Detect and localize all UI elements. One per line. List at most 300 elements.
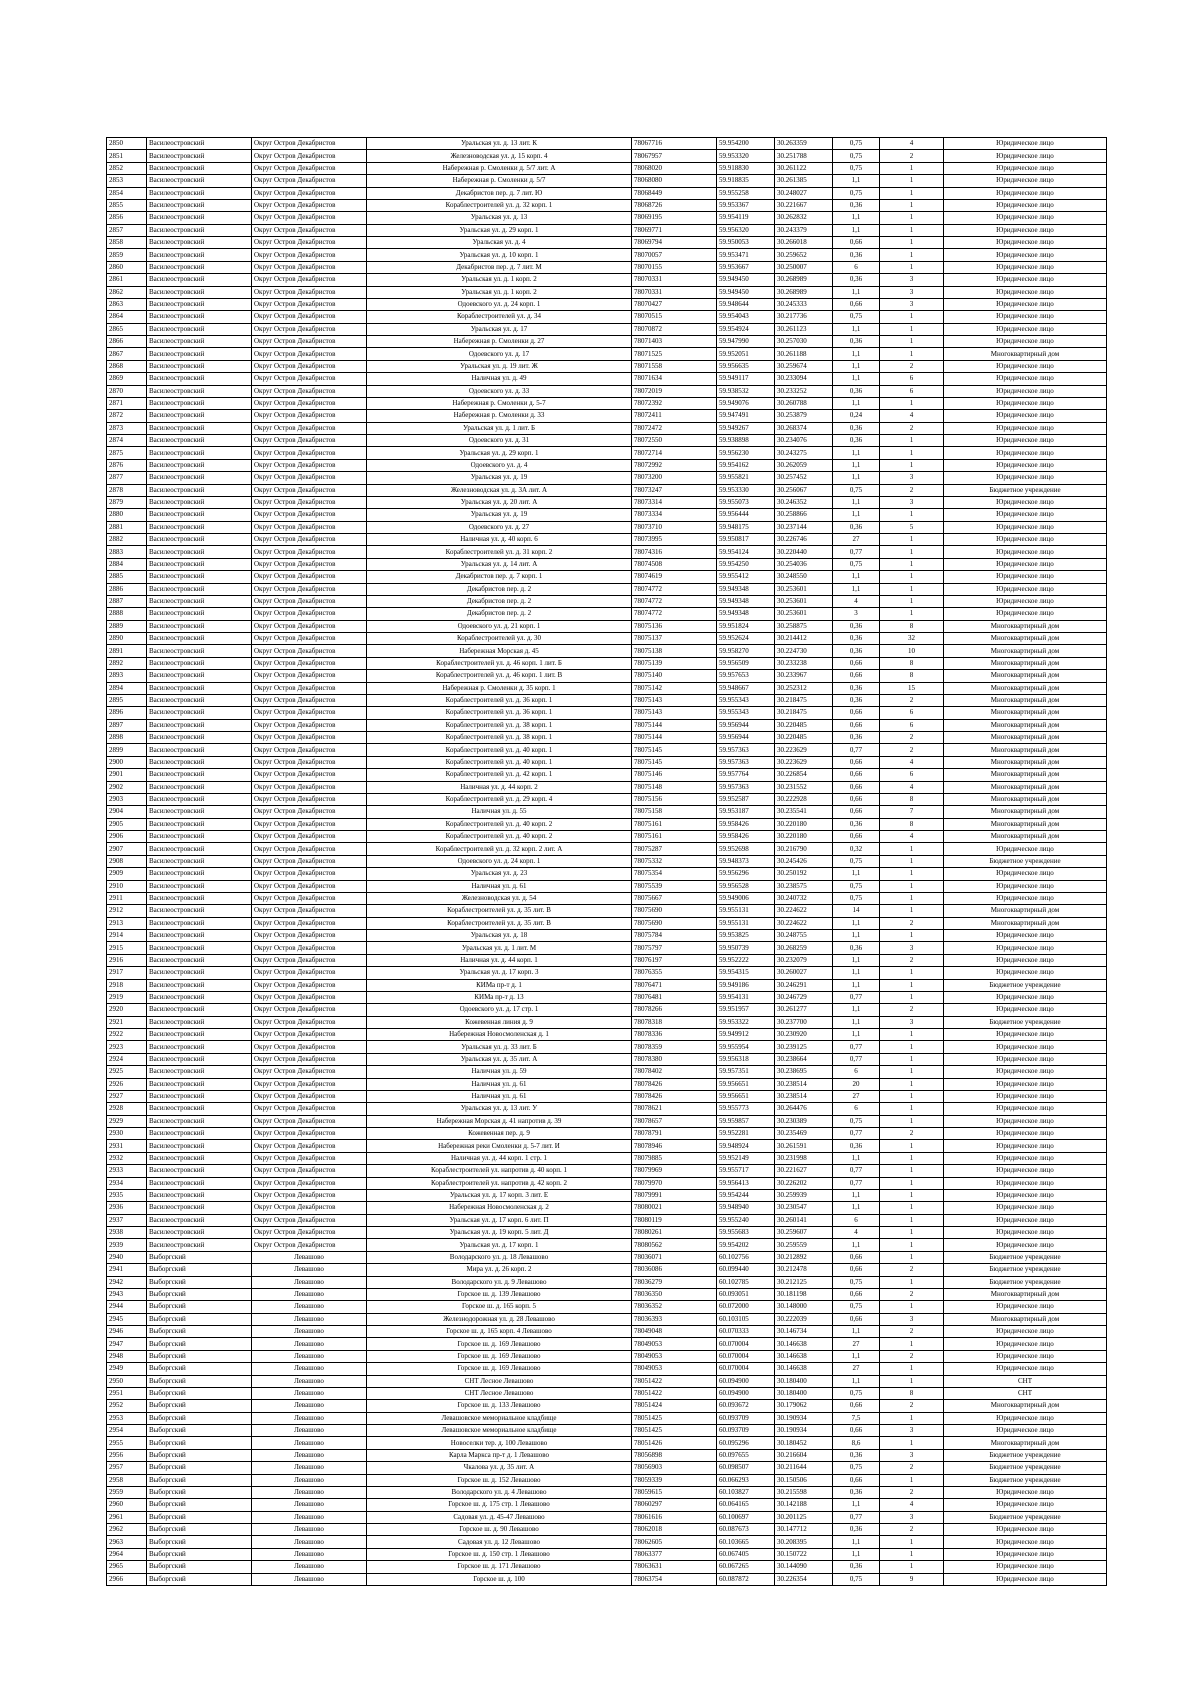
volume-cell: 0,32 — [833, 843, 880, 855]
district-cell: Выборгский — [147, 1276, 252, 1288]
table-row — [107, 1090, 1107, 1102]
table-row — [107, 571, 1107, 583]
longitude-cell: 30.179062 — [775, 1400, 833, 1412]
owner-type-cell: Юридическое лицо — [944, 138, 1107, 150]
district-cell: Василеостровский — [147, 1239, 252, 1251]
latitude-cell: 60.098507 — [717, 1462, 775, 1474]
municipality-cell: Левашово — [252, 1573, 367, 1585]
count-cell: 2 — [880, 954, 944, 966]
owner-type-cell: Многоквартирный дом — [944, 831, 1107, 843]
district-cell: Василеостровский — [147, 979, 252, 991]
owner-type-cell: Юридическое лицо — [944, 1103, 1107, 1115]
owner-type-cell: Многоквартирный дом — [944, 707, 1107, 719]
count-cell: 8 — [880, 1387, 944, 1399]
row-number: 2917 — [107, 967, 147, 979]
longitude-cell: 30.238575 — [775, 880, 833, 892]
count-cell: 1 — [880, 237, 944, 249]
table-row — [107, 1363, 1107, 1375]
row-number: 2870 — [107, 385, 147, 397]
row-number: 2951 — [107, 1387, 147, 1399]
count-cell: 1 — [880, 595, 944, 607]
row-number: 2873 — [107, 422, 147, 434]
municipality-cell: Округ Остров Декабристов — [252, 1128, 367, 1140]
district-cell: Василеостровский — [147, 831, 252, 843]
owner-type-cell: Юридическое лицо — [944, 1326, 1107, 1338]
owner-type-cell: Многоквартирный дом — [944, 1400, 1107, 1412]
longitude-cell: 30.257452 — [775, 472, 833, 484]
count-cell: 1 — [880, 1227, 944, 1239]
count-cell: 1 — [880, 608, 944, 620]
district-cell: Василеостровский — [147, 769, 252, 781]
longitude-cell: 30.258875 — [775, 620, 833, 632]
volume-cell: 0,75 — [833, 138, 880, 150]
latitude-cell: 59.949348 — [717, 595, 775, 607]
district-cell: Василеостровский — [147, 484, 252, 496]
address-cell: Уральская ул. д. 17 корп. 3 — [367, 967, 632, 979]
longitude-cell: 30.258866 — [775, 509, 833, 521]
latitude-cell: 59.956444 — [717, 509, 775, 521]
municipality-cell: Округ Остров Декабристов — [252, 224, 367, 236]
latitude-cell: 59.955131 — [717, 905, 775, 917]
object-id-cell: 78070872 — [632, 323, 717, 335]
object-id-cell: 78068449 — [632, 187, 717, 199]
row-number: 2918 — [107, 979, 147, 991]
latitude-cell: 59.954043 — [717, 311, 775, 323]
count-cell: 4 — [880, 756, 944, 768]
latitude-cell: 59.918830 — [717, 162, 775, 174]
row-number: 2899 — [107, 744, 147, 756]
address-cell: Набережная р. Смоленки д. 27 — [367, 336, 632, 348]
municipality-cell: Округ Остров Декабристов — [252, 422, 367, 434]
table-row — [107, 1486, 1107, 1498]
latitude-cell: 59.954315 — [717, 967, 775, 979]
table-row — [107, 261, 1107, 273]
row-number: 2861 — [107, 274, 147, 286]
address-cell: Кораблестроителей ул. д. 46 корп. 1 лит. В — [367, 670, 632, 682]
owner-type-cell: Юридическое лицо — [944, 1573, 1107, 1585]
count-cell: 1 — [880, 558, 944, 570]
municipality-cell: Округ Остров Декабристов — [252, 1029, 367, 1041]
municipality-cell: Округ Остров Декабристов — [252, 162, 367, 174]
longitude-cell: 30.268989 — [775, 286, 833, 298]
owner-type-cell: Юридическое лицо — [944, 1029, 1107, 1041]
object-id-cell: 78036350 — [632, 1288, 717, 1300]
table-row — [107, 991, 1107, 1003]
district-cell: Василеостровский — [147, 917, 252, 929]
volume-cell: 0,77 — [833, 1128, 880, 1140]
object-id-cell: 78075143 — [632, 707, 717, 719]
district-cell: Выборгский — [147, 1548, 252, 1560]
object-id-cell: 78076355 — [632, 967, 717, 979]
latitude-cell: 59.948924 — [717, 1140, 775, 1152]
row-number: 2935 — [107, 1189, 147, 1201]
volume-cell: 0,36 — [833, 732, 880, 744]
municipality-cell: Округ Остров Декабристов — [252, 558, 367, 570]
municipality-cell: Левашово — [252, 1350, 367, 1362]
latitude-cell: 60.093672 — [717, 1400, 775, 1412]
owner-type-cell: Юридическое лицо — [944, 1561, 1107, 1573]
table-row — [107, 583, 1107, 595]
address-cell: Кораблестроителей ул. д. 32 корп. 2 лит. А — [367, 843, 632, 855]
owner-type-cell: Юридическое лицо — [944, 385, 1107, 397]
object-id-cell: 78078791 — [632, 1128, 717, 1140]
count-cell: 1 — [880, 546, 944, 558]
address-cell: КИМа пр-т д. 13 — [367, 991, 632, 1003]
address-cell: Кораблестроителей ул. д. 40 корп. 2 — [367, 831, 632, 843]
municipality-cell: Округ Остров Декабристов — [252, 633, 367, 645]
row-number: 2894 — [107, 682, 147, 694]
municipality-cell: Округ Остров Декабристов — [252, 1239, 367, 1251]
row-number: 2924 — [107, 1053, 147, 1065]
object-id-cell: 78051422 — [632, 1375, 717, 1387]
latitude-cell: 60.064165 — [717, 1499, 775, 1511]
owner-type-cell: Юридическое лицо — [944, 199, 1107, 211]
municipality-cell: Округ Остров Декабристов — [252, 534, 367, 546]
count-cell: 1 — [880, 397, 944, 409]
municipality-cell: Левашово — [252, 1276, 367, 1288]
latitude-cell: 59.948644 — [717, 298, 775, 310]
municipality-cell: Округ Остров Декабристов — [252, 954, 367, 966]
volume-cell: 0,75 — [833, 1462, 880, 1474]
address-cell: Горское ш. д. 171 Левашово — [367, 1561, 632, 1573]
object-id-cell: 78075161 — [632, 831, 717, 843]
district-cell: Василеостровский — [147, 818, 252, 830]
address-cell: Кораблестроителей ул. напротив д. 40 корп. 1 — [367, 1165, 632, 1177]
owner-type-cell: Многоквартирный дом — [944, 694, 1107, 706]
district-cell: Василеостровский — [147, 732, 252, 744]
row-number: 2901 — [107, 769, 147, 781]
owner-type-cell: Юридическое лицо — [944, 1524, 1107, 1536]
count-cell: 4 — [880, 410, 944, 422]
municipality-cell: Округ Остров Декабристов — [252, 719, 367, 731]
longitude-cell: 30.220485 — [775, 719, 833, 731]
municipality-cell: Округ Остров Декабристов — [252, 991, 367, 1003]
address-cell: Уральская ул. д. 14 лит. А — [367, 558, 632, 570]
district-cell: Василеостровский — [147, 905, 252, 917]
latitude-cell: 59.956944 — [717, 732, 775, 744]
volume-cell: 0,75 — [833, 311, 880, 323]
volume-cell: 8,6 — [833, 1437, 880, 1449]
table-row — [107, 744, 1107, 756]
owner-type-cell: Многоквартирный дом — [944, 1288, 1107, 1300]
municipality-cell: Левашово — [252, 1326, 367, 1338]
longitude-cell: 30.211644 — [775, 1462, 833, 1474]
object-id-cell: 78073314 — [632, 496, 717, 508]
longitude-cell: 30.252312 — [775, 682, 833, 694]
table-row — [107, 373, 1107, 385]
count-cell: 1 — [880, 843, 944, 855]
volume-cell: 0,36 — [833, 620, 880, 632]
table-row — [107, 930, 1107, 942]
count-cell: 1 — [880, 1041, 944, 1053]
volume-cell: 1,1 — [833, 1375, 880, 1387]
object-id-cell: 78072392 — [632, 397, 717, 409]
longitude-cell: 30.218475 — [775, 694, 833, 706]
volume-cell: 0,77 — [833, 546, 880, 558]
longitude-cell: 30.180452 — [775, 1437, 833, 1449]
count-cell: 1 — [880, 1239, 944, 1251]
municipality-cell: Округ Остров Декабристов — [252, 521, 367, 533]
longitude-cell: 30.259607 — [775, 1227, 833, 1239]
object-id-cell: 78075142 — [632, 682, 717, 694]
object-id-cell: 78078621 — [632, 1103, 717, 1115]
volume-cell: 1,1 — [833, 583, 880, 595]
latitude-cell: 60.103105 — [717, 1313, 775, 1325]
longitude-cell: 30.224622 — [775, 917, 833, 929]
count-cell: 1 — [880, 905, 944, 917]
table-row — [107, 1511, 1107, 1523]
longitude-cell: 30.263359 — [775, 138, 833, 150]
district-cell: Василеостровский — [147, 162, 252, 174]
latitude-cell: 59.953471 — [717, 249, 775, 261]
address-cell: Набережная Морская д. 41 напротив д. 39 — [367, 1115, 632, 1127]
longitude-cell: 30.190934 — [775, 1412, 833, 1424]
owner-type-cell: Юридическое лицо — [944, 397, 1107, 409]
address-cell: Железноводская ул. д. 15 корп. 4 — [367, 150, 632, 162]
table-row — [107, 1103, 1107, 1115]
address-cell: Уральская ул. д. 29 корп. 1 — [367, 447, 632, 459]
municipality-cell: Левашово — [252, 1264, 367, 1276]
address-cell: Кораблестроителей ул. д. 32 корп. 1 — [367, 199, 632, 211]
district-cell: Василеостровский — [147, 1103, 252, 1115]
municipality-cell: Округ Остров Декабристов — [252, 212, 367, 224]
volume-cell: 1,1 — [833, 447, 880, 459]
latitude-cell: 60.067265 — [717, 1561, 775, 1573]
municipality-cell: Округ Остров Декабристов — [252, 261, 367, 273]
table-row — [107, 422, 1107, 434]
volume-cell: 0,77 — [833, 1041, 880, 1053]
address-cell: Уральская ул. д. 1 лит. Б — [367, 422, 632, 434]
latitude-cell: 59.956528 — [717, 880, 775, 892]
volume-cell: 0,66 — [833, 1313, 880, 1325]
volume-cell: 1,1 — [833, 1189, 880, 1201]
table-row — [107, 1288, 1107, 1300]
object-id-cell: 78075539 — [632, 880, 717, 892]
object-id-cell: 78075161 — [632, 818, 717, 830]
count-cell: 8 — [880, 670, 944, 682]
count-cell: 3 — [880, 942, 944, 954]
table-row — [107, 905, 1107, 917]
district-cell: Василеостровский — [147, 1152, 252, 1164]
owner-type-cell: Юридическое лицо — [944, 558, 1107, 570]
address-cell: Кожевенная линия д. 9 — [367, 1016, 632, 1028]
owner-type-cell: Юридическое лицо — [944, 534, 1107, 546]
table-row — [107, 707, 1107, 719]
longitude-cell: 30.150722 — [775, 1548, 833, 1560]
volume-cell: 4 — [833, 595, 880, 607]
count-cell: 10 — [880, 645, 944, 657]
longitude-cell: 30.222928 — [775, 793, 833, 805]
table-row — [107, 657, 1107, 669]
owner-type-cell: Многоквартирный дом — [944, 769, 1107, 781]
district-cell: Василеостровский — [147, 756, 252, 768]
owner-type-cell: Многоквартирный дом — [944, 645, 1107, 657]
object-id-cell: 78059339 — [632, 1474, 717, 1486]
table-row — [107, 843, 1107, 855]
volume-cell: 0,36 — [833, 942, 880, 954]
municipality-cell: Округ Остров Декабристов — [252, 868, 367, 880]
count-cell: 2 — [880, 1326, 944, 1338]
object-id-cell: 78074316 — [632, 546, 717, 558]
owner-type-cell: Юридическое лицо — [944, 892, 1107, 904]
count-cell: 1 — [880, 1189, 944, 1201]
municipality-cell: Округ Остров Декабристов — [252, 274, 367, 286]
table-row — [107, 360, 1107, 372]
municipality-cell: Левашово — [252, 1524, 367, 1536]
object-id-cell: 78080562 — [632, 1239, 717, 1251]
object-id-cell: 78063631 — [632, 1561, 717, 1573]
district-cell: Василеостровский — [147, 1004, 252, 1016]
object-id-cell: 78078402 — [632, 1066, 717, 1078]
owner-type-cell: Юридическое лицо — [944, 880, 1107, 892]
longitude-cell: 30.260027 — [775, 967, 833, 979]
owner-type-cell: Многоквартирный дом — [944, 657, 1107, 669]
longitude-cell: 30.237144 — [775, 521, 833, 533]
volume-cell: 1,1 — [833, 954, 880, 966]
longitude-cell: 30.208395 — [775, 1536, 833, 1548]
district-cell: Василеостровский — [147, 571, 252, 583]
table-row — [107, 818, 1107, 830]
municipality-cell: Левашово — [252, 1400, 367, 1412]
owner-type-cell: Юридическое лицо — [944, 162, 1107, 174]
volume-cell: 1,1 — [833, 373, 880, 385]
object-id-cell: 78049053 — [632, 1363, 717, 1375]
volume-cell: 0,75 — [833, 1387, 880, 1399]
longitude-cell: 30.262059 — [775, 459, 833, 471]
longitude-cell: 30.251788 — [775, 150, 833, 162]
municipality-cell: Округ Остров Декабристов — [252, 1152, 367, 1164]
municipality-cell: Округ Остров Декабристов — [252, 892, 367, 904]
count-cell: 3 — [880, 1511, 944, 1523]
longitude-cell: 30.257030 — [775, 336, 833, 348]
row-number: 2911 — [107, 892, 147, 904]
row-number: 2942 — [107, 1276, 147, 1288]
object-id-cell: 78075797 — [632, 942, 717, 954]
latitude-cell: 59.955258 — [717, 187, 775, 199]
volume-cell: 0,66 — [833, 1400, 880, 1412]
address-cell: Уральская ул. д. 35 лит. А — [367, 1053, 632, 1065]
count-cell: 1 — [880, 162, 944, 174]
volume-cell: 0,36 — [833, 199, 880, 211]
table-row — [107, 1573, 1107, 1585]
object-id-cell: 78080021 — [632, 1202, 717, 1214]
count-cell: 3 — [880, 274, 944, 286]
row-number: 2936 — [107, 1202, 147, 1214]
latitude-cell: 59.954119 — [717, 212, 775, 224]
district-cell: Василеостровский — [147, 855, 252, 867]
count-cell: 2 — [880, 1350, 944, 1362]
volume-cell: 0,36 — [833, 682, 880, 694]
count-cell: 2 — [880, 1400, 944, 1412]
longitude-cell: 30.233252 — [775, 385, 833, 397]
table-row — [107, 633, 1107, 645]
object-id-cell: 78072550 — [632, 435, 717, 447]
object-id-cell: 78079991 — [632, 1189, 717, 1201]
municipality-cell: Округ Остров Декабристов — [252, 806, 367, 818]
longitude-cell: 30.268374 — [775, 422, 833, 434]
object-id-cell: 78076481 — [632, 991, 717, 1003]
district-cell: Выборгский — [147, 1561, 252, 1573]
table-row — [107, 447, 1107, 459]
table-row — [107, 472, 1107, 484]
latitude-cell: 59.955412 — [717, 571, 775, 583]
address-cell: Горское ш. д. 139 Левашово — [367, 1288, 632, 1300]
longitude-cell: 30.231552 — [775, 781, 833, 793]
volume-cell: 0,36 — [833, 422, 880, 434]
address-cell: Уральская ул. д. 33 лит. Б — [367, 1041, 632, 1053]
object-id-cell: 78063754 — [632, 1573, 717, 1585]
municipality-cell: Левашово — [252, 1561, 367, 1573]
object-id-cell: 78051424 — [632, 1400, 717, 1412]
owner-type-cell: Юридическое лицо — [944, 930, 1107, 942]
table-row — [107, 348, 1107, 360]
owner-type-cell: Юридическое лицо — [944, 991, 1107, 1003]
longitude-cell: 30.215598 — [775, 1486, 833, 1498]
district-cell: Выборгский — [147, 1301, 252, 1313]
volume-cell: 0,66 — [833, 298, 880, 310]
object-id-cell: 78072411 — [632, 410, 717, 422]
row-number: 2943 — [107, 1288, 147, 1300]
volume-cell: 20 — [833, 1078, 880, 1090]
longitude-cell: 30.234076 — [775, 435, 833, 447]
address-cell: Горское ш. д. 165 корп. 4 Левашово — [367, 1326, 632, 1338]
volume-cell: 0,24 — [833, 410, 880, 422]
volume-cell: 0,75 — [833, 855, 880, 867]
address-cell: Кораблестроителей ул. д. 29 корп. 4 — [367, 793, 632, 805]
latitude-cell: 59.956944 — [717, 719, 775, 731]
district-cell: Василеостровский — [147, 645, 252, 657]
district-cell: Василеостровский — [147, 694, 252, 706]
district-cell: Василеостровский — [147, 1115, 252, 1127]
district-cell: Выборгский — [147, 1251, 252, 1263]
table-row — [107, 1301, 1107, 1313]
district-cell: Василеостровский — [147, 1053, 252, 1065]
volume-cell: 1,1 — [833, 224, 880, 236]
volume-cell: 0,36 — [833, 1449, 880, 1461]
latitude-cell: 59.957653 — [717, 670, 775, 682]
registry-table — [106, 137, 1107, 1586]
municipality-cell: Округ Остров Декабристов — [252, 1165, 367, 1177]
address-cell: Володарского ул. д. 4 Левашово — [367, 1486, 632, 1498]
row-number: 2952 — [107, 1400, 147, 1412]
object-id-cell: 78075145 — [632, 756, 717, 768]
longitude-cell: 30.223629 — [775, 744, 833, 756]
longitude-cell: 30.237700 — [775, 1016, 833, 1028]
longitude-cell: 30.217736 — [775, 311, 833, 323]
owner-type-cell: Юридическое лицо — [944, 1301, 1107, 1313]
table-row — [107, 595, 1107, 607]
municipality-cell: Округ Остров Декабристов — [252, 818, 367, 830]
volume-cell: 6 — [833, 261, 880, 273]
owner-type-cell: Юридическое лицо — [944, 1202, 1107, 1214]
district-cell: Василеостровский — [147, 781, 252, 793]
row-number: 2897 — [107, 719, 147, 731]
address-cell: Кожевенная пер. д. 9 — [367, 1128, 632, 1140]
row-number: 2882 — [107, 534, 147, 546]
owner-type-cell: Юридическое лицо — [944, 967, 1107, 979]
longitude-cell: 30.221667 — [775, 199, 833, 211]
district-cell: Выборгский — [147, 1288, 252, 1300]
row-number: 2945 — [107, 1313, 147, 1325]
district-cell: Василеостровский — [147, 620, 252, 632]
district-cell: Василеостровский — [147, 298, 252, 310]
district-cell: Василеостровский — [147, 311, 252, 323]
district-cell: Василеостровский — [147, 348, 252, 360]
table-row — [107, 880, 1107, 892]
address-cell: Кораблестроителей ул. д. 38 корп. 1 — [367, 719, 632, 731]
object-id-cell: 78079969 — [632, 1165, 717, 1177]
municipality-cell: Округ Остров Декабристов — [252, 360, 367, 372]
